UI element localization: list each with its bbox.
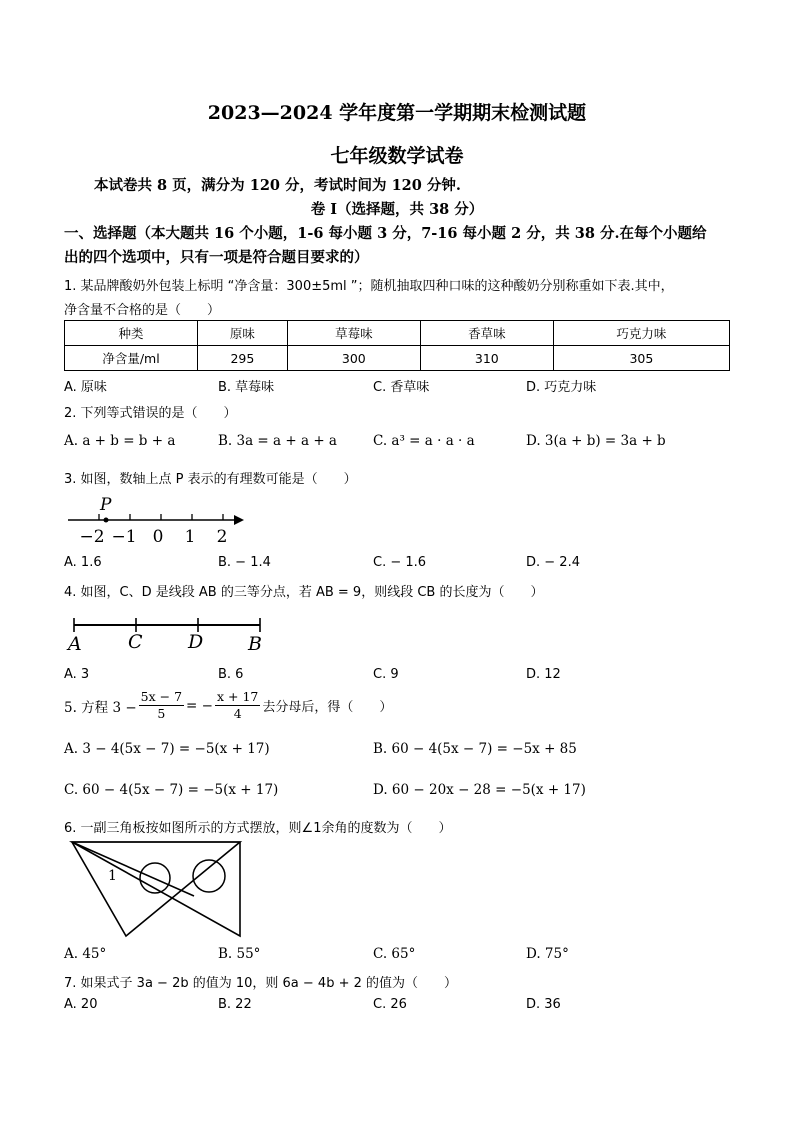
q3-option-d[interactable]: D. − 2.4 <box>526 555 580 570</box>
section-heading-line2: 出的四个选项中，只有一项是符合题目要求的） <box>64 249 369 266</box>
q1-option-b[interactable]: B. 草莓味 <box>218 380 275 395</box>
q2-stem: 2. 下列等式错误的是（ ） <box>64 406 237 421</box>
table-cell: 300 <box>287 346 420 371</box>
table-cell: 草莓味 <box>287 321 420 346</box>
q2-option-b[interactable]: B. 3a = a + a + a <box>218 433 337 449</box>
point-label: A <box>68 633 82 655</box>
q4-option-a[interactable]: A. 3 <box>64 667 90 682</box>
q7-stem: 7. 如果式子 3a − 2b 的值为 10，则 6a − 4b + 2 的值为（ ） <box>64 976 458 991</box>
q3-stem: 3. 如图，数轴上点 P 表示的有理数可能是（ ） <box>64 472 357 487</box>
q2-option-a[interactable]: A. a + b = b + a <box>64 433 176 449</box>
point-label: C <box>128 631 143 653</box>
q5-stem <box>64 689 392 722</box>
q1-stem-line1: 1. 某品牌酸奶外包装上标明 “净含量：300±5ml ”；随机抽取四种口味的这种酸奶分别称重如下表.其中， <box>64 279 674 294</box>
q5-option-a[interactable]: A. 3 − 4(5x − 7) = −5(x + 17) <box>64 741 270 757</box>
q1-option-d[interactable]: D. 巧克力味 <box>526 380 597 395</box>
segment-figure <box>64 606 274 656</box>
q5-option-c[interactable]: C. 60 − 4(5x − 7) = −5(x + 17) <box>64 782 279 798</box>
q6-stem: 6. 一副三角板按如图所示的方式摆放，则∠1余角的度数为（ ） <box>64 821 452 836</box>
q5-option-b[interactable]: B. 60 − 4(5x − 7) = −5x + 85 <box>373 741 577 757</box>
tick-label: −2 <box>79 527 105 547</box>
q2-option-d[interactable]: D. 3(a + b) = 3a + b <box>526 433 666 449</box>
point-p-label: P <box>100 495 112 515</box>
q4-option-b[interactable]: B. 6 <box>218 667 244 682</box>
angle-1-label: 1 <box>108 868 117 884</box>
exam-title: 2023—2024 学年度第一学期期末检测试题 <box>207 102 587 124</box>
table-cell: 295 <box>198 346 288 371</box>
q3-option-c[interactable]: C. − 1.6 <box>373 555 427 570</box>
q5-stem-prefix: 5. 方程 3 − <box>64 699 137 716</box>
volume-heading: 卷 Ⅰ（选择题，共 38 分） <box>310 201 484 218</box>
q6-option-a[interactable]: A. 45° <box>64 946 107 962</box>
q6-option-d[interactable]: D. 75° <box>526 946 569 962</box>
triangle-rulers-figure <box>64 836 249 946</box>
q1-option-a[interactable]: A. 原味 <box>64 380 107 395</box>
point-label: B <box>248 633 262 655</box>
q4-stem: 4. 如图，C、D 是线段 AB 的三等分点，若 AB = 9，则线段 CB 的长度为（ ） <box>64 585 544 600</box>
point-label: D <box>188 631 204 653</box>
q1-table <box>64 320 730 371</box>
tick-label: −1 <box>111 527 137 547</box>
tick-label: 2 <box>216 527 228 547</box>
table-cell: 310 <box>420 346 553 371</box>
number-line-figure <box>64 490 254 548</box>
fraction-denominator: 4 <box>233 706 242 721</box>
fraction-numerator: 5x − 7 <box>140 689 183 704</box>
tick-label: 1 <box>184 527 196 547</box>
q1-stem-line2: 净含量不合格的是（ ） <box>64 303 221 318</box>
fraction-numerator: x + 17 <box>216 689 259 704</box>
q5-fraction-1 <box>139 689 184 722</box>
triangle-ruler-right <box>72 842 240 936</box>
q5-stem-mid: = − <box>186 697 213 714</box>
fraction-denominator: 5 <box>157 706 166 721</box>
q5-option-d[interactable]: D. 60 − 20x − 28 = −5(x + 17) <box>373 782 586 798</box>
table-cell: 巧克力味 <box>553 321 729 346</box>
table-cell: 305 <box>553 346 729 371</box>
q7-option-a[interactable]: A. 20 <box>64 997 98 1012</box>
table-cell: 香草味 <box>420 321 553 346</box>
table-cell: 种类 <box>65 321 198 346</box>
q7-option-c[interactable]: C. 26 <box>373 997 407 1012</box>
q7-option-d[interactable]: D. 36 <box>526 997 561 1012</box>
q4-option-c[interactable]: C. 9 <box>373 667 399 682</box>
q6-option-c[interactable]: C. 65° <box>373 946 416 962</box>
point-p <box>104 518 109 523</box>
q4-option-d[interactable]: D. 12 <box>526 667 561 682</box>
table-header-row <box>65 321 730 346</box>
table-cell: 原味 <box>198 321 288 346</box>
exam-notice: 本试卷共 8 页，满分为 120 分，考试时间为 120 分钟. <box>94 177 461 194</box>
q6-option-b[interactable]: B. 55° <box>218 946 261 962</box>
exam-subtitle: 七年级数学试卷 <box>330 145 464 167</box>
table-row <box>65 346 730 371</box>
q1-option-c[interactable]: C. 香草味 <box>373 380 430 395</box>
q5-stem-suffix: 去分母后，得（ ） <box>262 700 393 715</box>
q3-option-a[interactable]: A. 1.6 <box>64 555 102 570</box>
tick-label: 0 <box>152 527 164 547</box>
q5-fraction-2 <box>215 689 260 722</box>
q7-option-b[interactable]: B. 22 <box>218 997 252 1012</box>
q3-option-b[interactable]: B. − 1.4 <box>218 555 271 570</box>
table-cell: 净含量/ml <box>65 346 198 371</box>
section-heading-line1: 一、选择题（本大题共 16 个小题，1-6 每小题 3 分，7-16 每小题 2 分，共 38 分.在每个小题给 <box>64 225 707 242</box>
q2-option-c[interactable]: C. a³ = a · a · a <box>373 433 475 449</box>
